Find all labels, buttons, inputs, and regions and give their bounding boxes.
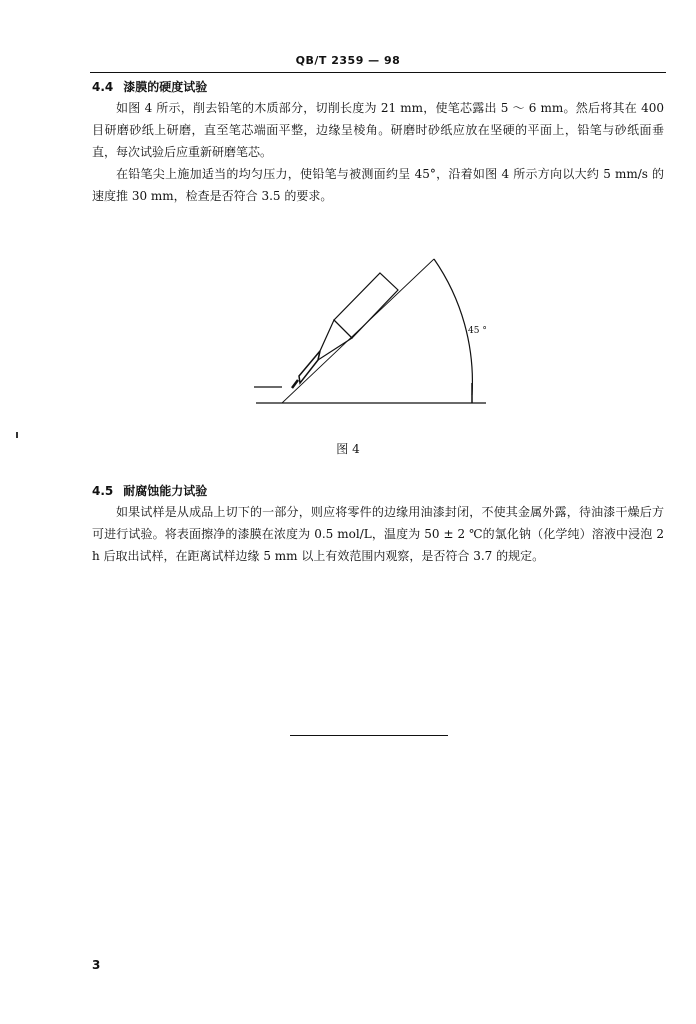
angle-label: 45 ° [468, 326, 487, 336]
header-rule [90, 72, 666, 73]
section-heading-4-5 [92, 482, 207, 499]
paragraph-pencil-test: 在铅笔尖上施加适当的均匀压力，使铅笔与被测面约呈 45°，沿着如图 4 所示方向以大约 5 mm/s 的速度推 30 mm，检查是否符合 3.5 的要求。 [92, 167, 664, 203]
paragraph-corrosion-test: 如果试样是从成品上切下的一部分，则应将零件的边缘用油漆封闭，不使其金属外露，待油漆干燥后方可进行试验。将表面擦净的漆膜在浓度为 0.5 mol/L，温度为 50 ± 2 ℃的氯化钠（化学纯）溶液中浸泡 2 h 后取出试样，在距离试样边缘 5 mm 以上有效范围内观察，是否符合 3.7 的规定。 [92, 505, 664, 563]
section-title: 漆膜的硬度试验 [123, 80, 208, 94]
pencil-tip [292, 380, 298, 388]
pencil-wood-cone [318, 320, 352, 360]
figure-caption: 图 4 [336, 442, 360, 456]
page-number: 3 [92, 958, 101, 972]
pencil-wood-body [334, 273, 398, 338]
section-title: 耐腐蚀能力试验 [123, 484, 208, 498]
section-number: 4.4 [92, 80, 114, 94]
figure-pencil-hardness [246, 245, 506, 415]
standard-code: QB/T 2359 — 98 [295, 54, 401, 67]
angle-arc [434, 259, 472, 395]
section-number: 4.5 [92, 484, 114, 498]
section-heading-4-4 [92, 78, 207, 95]
pencil-diagram [246, 245, 506, 415]
pencil-lead [299, 351, 320, 383]
paragraph-pencil-preparation: 如图 4 所示，削去铅笔的木质部分，切削长度为 21 mm，使笔芯露出 5 ～ 6 mm。然后将其在 400 目研磨砂纸上研磨，直至笔芯端面平整，边缘呈棱角。研磨时砂纸应放在坚硬的平面上，铅笔与砂纸面垂直，每次试验后应重新研磨笔芯。 [92, 101, 664, 159]
margin-mark [16, 432, 18, 438]
end-rule [290, 735, 448, 736]
